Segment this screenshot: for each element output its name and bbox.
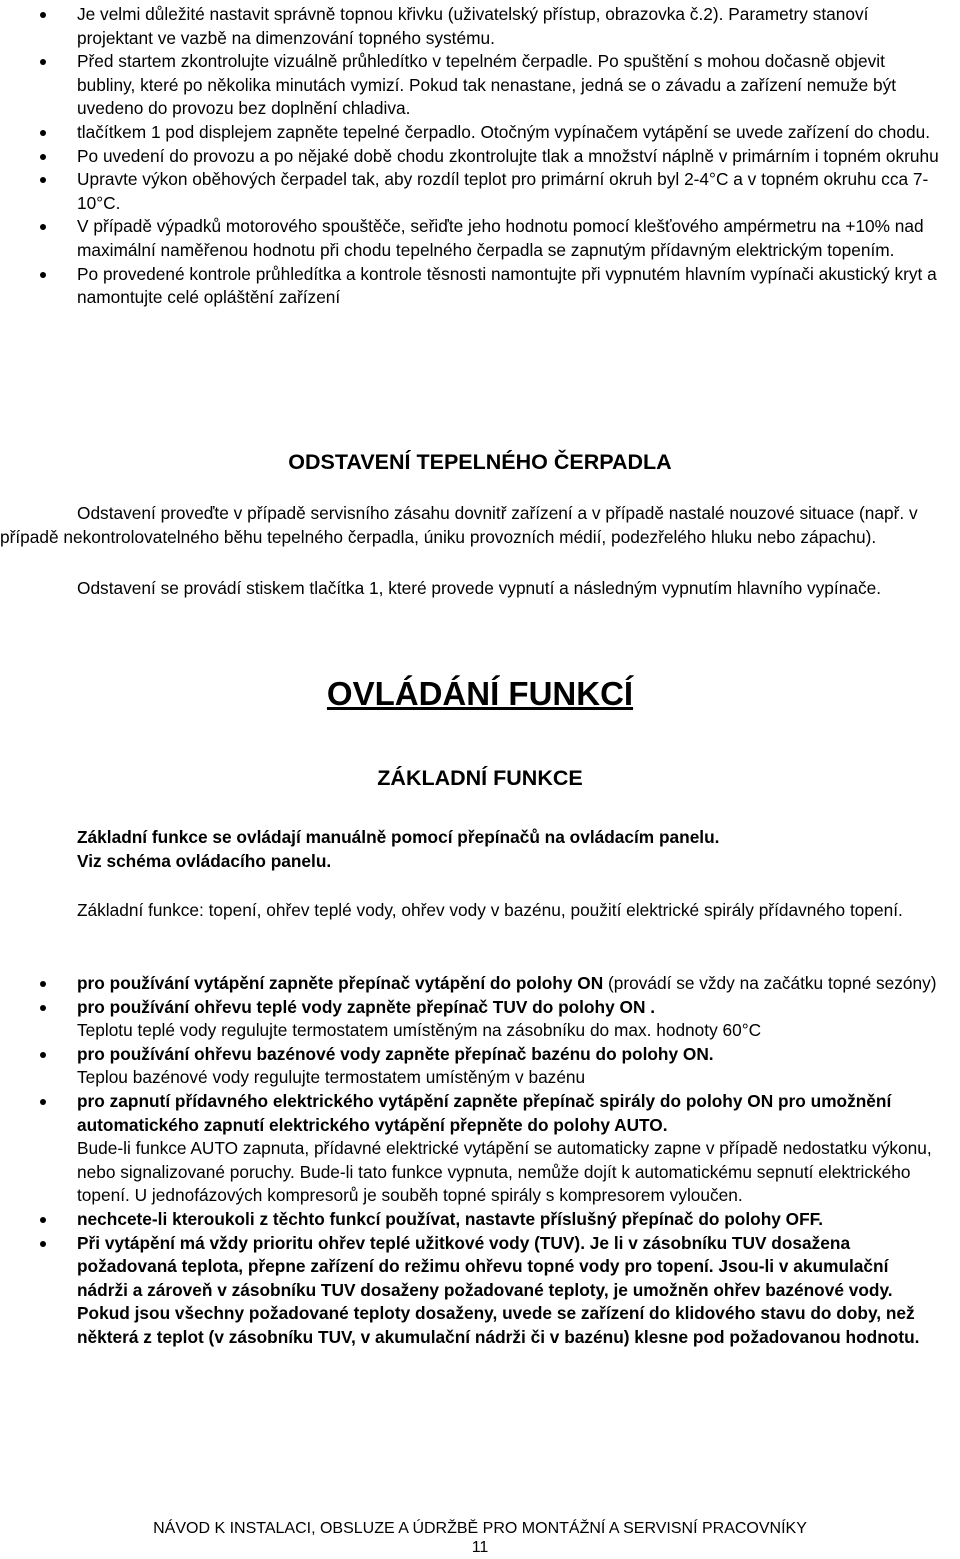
bullet-icon [40, 130, 46, 136]
control-bullet-list [0, 972, 960, 1350]
list-item-text: Je velmi důležité nastavit správně topnou křivku (uživatelský přístup, obrazovka č.2). Parametry stanoví projektant ve vazbě na dimenzování topného systému. [77, 4, 869, 48]
bullet-icon [40, 12, 46, 18]
shutdown-paragraph-2 [0, 577, 955, 601]
list-item-text: V případě výpadků motorového spouštěče, seřiďte jeho hodnotu pomocí klešťového ampérmetru na +10% nad maximální naměřenou hodnotu při chodu tepelného čerpadla se zapnutým přídavným elektrickým topením. [77, 216, 924, 260]
list-item [0, 1232, 960, 1350]
bullet-icon [40, 177, 46, 183]
shutdown-paragraph-1 [0, 502, 955, 549]
bullet-icon [40, 1052, 46, 1058]
bullet-icon [40, 154, 46, 160]
bullet-icon [40, 224, 46, 230]
section-title-control: OVLÁDÁNÍ FUNKCÍ [326, 675, 634, 712]
page-number: 11 [471, 1539, 489, 1556]
bullet-icon [40, 1099, 46, 1105]
list-item [0, 1043, 960, 1090]
list-item [0, 972, 960, 996]
list-item-text: Upravte výkon oběhových čerpadel tak, aby rozdíl teplot pro primární okruh byl 2-4°C a v topném okruhu cca 7-10°C. [77, 169, 929, 213]
bullet-icon [40, 1005, 46, 1011]
list-item-text: Po provedené kontrole průhledítka a kontrole těsnosti namontujte při vypnutém hlavním vypínači akustický kryt a namontujte celé opláštění zařízení [77, 263, 937, 308]
bullet-icon [40, 1241, 46, 1247]
list-item-bold: Při vytápění má vždy prioritu ohřev teplé užitkové vody (TUV). Je li v zásobníku TUV dosažena požadovaná teplota, přepne zařízení do režimu ohřevu topné vody pro topení. Jsou-li v akumulační nádrži a zároveň v zásobníku TUV dosaženy požadované teploty, je umožněn ohřev bazénové vody. Pokud jsou všechny požadované teploty dosaženy, uvede se zařízení do klidového stavu do doby, než některá z teplot (v zásobníku TUV, v akumulační nádrži či v bazénu) klesne pod požadovanou hodnotu. [77, 1232, 920, 1347]
list-item-bold: pro používání vytápění zapněte přepínač vytápění do polohy ON [77, 973, 604, 993]
list-item [0, 3, 960, 50]
list-item-bold: pro zapnutí přídavného elektrického vytápění zapněte přepínač spirály do polohy ON pro umožnění automatického zapnutí elektrického vytápění přepněte do polohy AUTO. [77, 1090, 892, 1135]
footer-text: NÁVOD K INSTALACI, OBSLUZE A ÚDRŽBĚ PRO MONTÁŽNÍ A SERVISNÍ PRACOVNÍKY [153, 1520, 807, 1537]
subsection-title-basic: ZÁKLADNÍ FUNKCE [377, 766, 583, 790]
list-item [0, 1090, 960, 1208]
bullet-icon [40, 1217, 46, 1223]
shutdown-paragraph-1-text: Odstavení proveďte v případě servisního zásahu dovnitř zařízení a v případě nastalé nouzové situace (např. v případě nekontrolovatelného běhu tepelného čerpadla, úniku provozních médií, podezřelého hluku nebo zápachu). [0, 503, 918, 547]
list-item-bold: pro používání ohřevu bazénové vody zapněte přepínač bazénu do polohy ON. [77, 1043, 714, 1064]
list-item-sub: Bude-li funkce AUTO zapnuta, přídavné elektrické vytápění se automaticky zapne v případě nedostatku výkonu, nebo signalizované poruchy. Bude-li tato funkce vypnuta, nemůže dojít k automatickému sepnutí elektrického topení. U jednofázových kompresorů je souběh topné spirály s kompresorem vyloučen. [77, 1138, 932, 1206]
bullet-icon [40, 981, 46, 987]
list-item [0, 50, 960, 121]
basic-functions-intro: Základní funkce: topení, ohřev teplé vody, ohřev vody v bazénu, použití elektrické spirály přídavného topení. [77, 900, 903, 920]
bold-intro-2: Viz schéma ovládacího panelu. [77, 851, 332, 871]
list-item-sub: Teplou bazénové vody regulujte termostatem umístěným v bazénu [77, 1067, 586, 1088]
list-item-bold: nechcete-li kteroukoli z těchto funkcí používat, nastavte příslušný přepínač do polohy OFF. [77, 1208, 824, 1229]
list-item-bold: pro používání ohřevu teplé vody zapněte přepínač TUV do polohy ON . [77, 996, 656, 1017]
section-title-shutdown: ODSTAVENÍ TEPELNÉHO ČERPADLA [288, 450, 672, 474]
list-item [0, 168, 960, 215]
list-item [0, 215, 960, 262]
list-item-rest: (provádí se vždy na začátku topné sezóny) [603, 973, 937, 993]
list-item [0, 996, 960, 1043]
list-item-text: Před startem zkontrolujte vizuálně průhledítko v tepelném čerpadle. Po spuštění s mohou dočasně objevit bubliny, které po několika minutách vymizí. Pokud tak nenastane, jedná se o závadu a zařízení nemuže být uvedeno do provozu bez doplnění chladiva. [77, 51, 897, 119]
list-item [0, 263, 960, 310]
bullet-icon [40, 59, 46, 65]
shutdown-paragraph-2-text: Odstavení se provádí stiskem tlačítka 1, které provede vypnutí a následným vypnutím hlavního vypínače. [77, 578, 881, 598]
bullet-icon [40, 272, 46, 278]
list-item [0, 121, 960, 145]
bold-intro-1: Základní funkce se ovládají manuálně pomocí přepínačů na ovládacím panelu. [77, 827, 720, 847]
list-item-text: Po uvedení do provozu a po nějaké době chodu zkontrolujte tlak a množství náplně v primárním i topném okruhu [77, 145, 939, 166]
list-item-text: tlačítkem 1 pod displejem zapněte tepelné čerpadlo. Otočným vypínačem vytápění se uvede zařízení do chodu. [77, 121, 931, 142]
list-item [0, 1208, 960, 1232]
list-item [0, 145, 960, 169]
top-bullet-list [0, 3, 960, 310]
list-item-sub: Teplotu teplé vody regulujte termostatem umístěným na zásobníku do max. hodnoty 60°C [77, 1020, 762, 1041]
